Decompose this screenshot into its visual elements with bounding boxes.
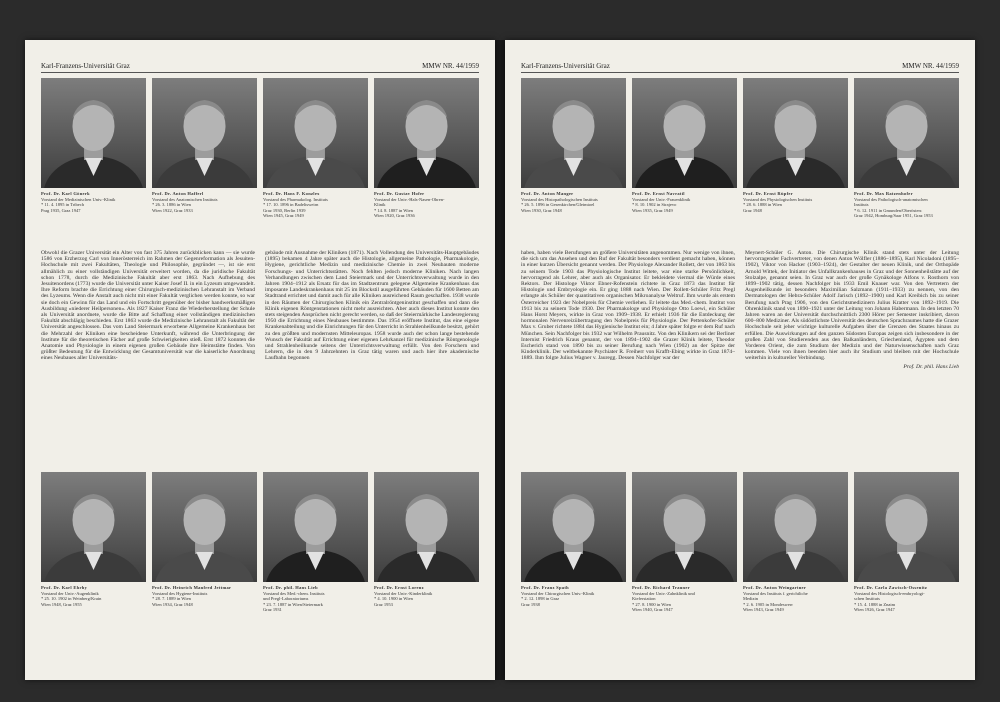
portrait-name: Prof. Dr. Anton Weingartner	[743, 585, 807, 590]
portrait-caption-line: * 6. 12. 1911 in Gmunden/Oberösterr.	[854, 207, 923, 213]
author-signature: Prof. Dr. phil. Hans Lieb	[903, 363, 959, 370]
portrait-caption-line: und Pregl-Laboratoriums	[263, 596, 309, 602]
portrait-caption-line: Vorstand des Instituts f. gerichtliche	[743, 590, 808, 596]
portrait-photo	[743, 78, 848, 188]
portrait-caption-line: Wien 1940, Graz 1947	[632, 607, 673, 613]
portrait-card	[632, 78, 737, 238]
portrait-name: Prof. Dr. Karl Gönerk	[41, 191, 90, 196]
portrait-caption-line: Vorstand der Chirurgischen Univ.-Klinik	[521, 590, 595, 596]
portrait-caption-line: * 23. 7. 1887 in Wien/Steiermark	[263, 601, 323, 607]
portrait-caption	[632, 585, 737, 613]
portrait-name: Prof. Dr. Franz Spath	[521, 585, 569, 590]
portrait-caption-line: Vorstand des Pharmakolog. Instituts	[263, 196, 328, 202]
portrait-card	[854, 78, 959, 238]
portrait-caption-line: Vorstand des Med.-chem. Instituts	[263, 590, 325, 596]
portrait-card	[743, 78, 848, 238]
text-column-1: haben, haben viele Berufungen an größere Universitäten angenommen. Nur wenige von ihnen, die sich um das Ansehen und den Ruf der Fakultät besonders verdient gemacht haben, können in einer kurzen Übersicht genannt werden. Der Physiologe Alexander Rollett, der von 1863 bis zu seinem Tode 1903 das Physiologische Institut leitete, war eine starke Persönlichkeit, hervorragend als Lehrer, aber auch als Organisator. Er bekleidete viermal die Würde eines Rektors. Der Histologe Viktor Ebner-Rofenstein richtete in Graz 1873 das Institut für Histologie und Embryologie ein. Er ging 1888 nach Wien. Der Rollett-Schüler Fritz Pregl erlangte als Schüler der quantitativen organischen Mikroanalyse Weltruf. Ihm wurde als erstem Österreicher 1923 der Nobelpreis für Chemie verliehen. Er leitete das Med.-chem. Institut von 1913 bis zu seinem Tode 1930. Der Pharmakologe und Physiologe Otto Loewi, ein Schüler Hans Horst Meyers, wirkte in Graz von 1909–1938. Er erhielt 1936 für die Entdeckung der hormonalen Nervenreizübertragung den Nobelpreis für Physiologie. Der Pettenkofer-Schüler Max v. Gruber richtete 1884 das Hygienische Institut ein; 4 Jahre später folgte er dem Ruf nach München. Sein Nachfolger bis 1932 war Wilhelm Prausnitz. Von den Klinikern sei der Berliner Internist Friedrich Kraus genannt, der von 1894–1902 die Grazer Klinik leitete, Theodor Escherich stand von 1890 bis zu seiner Berufung nach Wien (1902) an der Spitze der Kinderklinik. Der weltbekannte Psychiater R. Freiherr von Krafft-Ebing wirkte in Graz 1874–1889. Ihm folgte Julius Wagner v. Jauregg. Dessen Nachfolger war der	[521, 250, 735, 362]
portrait-photo	[41, 472, 146, 582]
portrait-card	[632, 472, 737, 632]
portrait-caption-line: Wien 1926, Graz 1947	[854, 607, 895, 613]
portrait-card	[854, 472, 959, 632]
portrait-caption-line: Wien 1920, Graz 1936	[374, 213, 415, 219]
portrait-image	[743, 78, 848, 188]
portrait-caption	[263, 585, 368, 613]
portrait-caption	[521, 585, 626, 607]
portrait-photo	[374, 472, 479, 582]
portrait-caption	[521, 191, 626, 213]
portrait-card	[152, 472, 257, 632]
book-gutter	[495, 40, 505, 680]
portrait-row-bottom	[41, 472, 479, 632]
left-page	[25, 40, 495, 680]
portrait-image	[263, 78, 368, 188]
portrait-image	[374, 472, 479, 582]
portrait-card	[521, 472, 626, 632]
portrait-caption-line: * 4. 10. 1900 in Wien	[374, 596, 413, 602]
page-header	[521, 58, 959, 73]
portrait-photo	[152, 472, 257, 582]
portrait-caption-line: * 26. 3. 1886 in Wien	[152, 202, 191, 208]
portrait-caption	[41, 585, 146, 607]
portrait-caption-line: Vorstand des Hygiene-Instituts	[152, 590, 208, 596]
journal-title: Karl-Franzens-Universität Graz	[521, 62, 610, 70]
article-text	[521, 250, 959, 460]
portrait-caption	[854, 585, 959, 613]
portrait-name: Prof. Dr. Max Ratzenhofer	[854, 191, 913, 196]
portrait-image	[743, 472, 848, 582]
portrait-caption-line: Graz 1948	[743, 207, 762, 213]
portrait-caption-line: Vorstand des Histopathologischen Instituts	[521, 196, 598, 202]
portrait-image	[41, 472, 146, 582]
portrait-caption-line: Wien 1934, Graz 1948	[152, 601, 193, 607]
portrait-name: Prof. Dr. Carla Zawisch-Ossenitz	[854, 585, 928, 590]
portrait-caption-line: Kieferstation	[632, 596, 656, 602]
portrait-photo	[374, 78, 479, 188]
portrait-card	[263, 472, 368, 632]
portrait-image	[632, 472, 737, 582]
portrait-name: Prof. Dr. Karl Ehrhy	[41, 585, 88, 590]
portrait-caption-line: * 11. 4. 1895 in Tribech	[41, 202, 84, 208]
portrait-caption-line: * 28. 7. 1889 in Wien	[152, 596, 191, 602]
portrait-caption-line: Wien 1935, Graz 1949	[632, 207, 673, 213]
portrait-card	[41, 472, 146, 632]
portrait-name: Prof. Dr. Richard Trauner	[632, 585, 690, 590]
portrait-card	[41, 78, 146, 238]
portrait-photo	[263, 472, 368, 582]
portrait-caption-line: Vorstand des Pathologisch-anatomischen	[854, 196, 928, 202]
text-column-1: Obwohl die Grazer Universität ein Alter von fast 375 Jahren zurückblicken kann — sie wurde 1586 von Erzherzog Carl von Innerösterreich im Rahmen der Gegenreformation als Jesuiten-Hochschule mit zwei Fakultäten, Theologie und Philosophie, gegründet —, ist sie erst allmählich zu einer vollständigen Universität erweitert worden, da die juridische Fakultät schon 1778, durch die Medizinische Fakultät aber erst 1863. Nach Aufhebung des Jesuitenordens (1773) wurde die Universität unter Kaiser Josef II. in ein Lyzeum umgewandelt. Ihre Reform brachte die Errichtung einer Chirurgisch-medizinischen Lehranstalt im Verband des Lyzeums. Wenn die Anstalt auch nicht mit einer Fakultät verglichen werden konnte, so war sie doch ein Gewinn für das Land und ein Fortschritt gegenüber der bisher handwerksmäßigen Ausbildung »niederer Heilpersonen«. Als 1827 Kaiser Franz die Wiederherstellung der Schule als Universität anordnete, wurde die Bitte auf Schaffung einer vollständigen medizinischen Fakultät abschlägig beschieden. Erst 1863 wurde die Medizinische Lehranstalt als Fakultät der Universität angeschlossen. Das vom Land Steiermark erworbene Allgemeine Krankenhaus bot die Mehrzahl der Kliniken eine bescheidene Unterkunft, während die Unterbringung der Institute für die theoretischen Fächer auf große Schwierigkeiten stieß. Erst 1872 konnten die Anatomie und Physiologie in einem eigenen großen Gebäude ihre Heimstätte finden. Von größter Bedeutung für die Entwicklung der Gesamtuniversität war die kaiserliche Anordnung eines Neubaues aller Universitäts-	[41, 250, 255, 362]
text-column-2	[745, 250, 959, 460]
portrait-image	[263, 472, 368, 582]
page-header	[41, 58, 479, 73]
portrait-photo	[854, 78, 959, 188]
journal-title: Karl-Franzens-Universität Graz	[41, 62, 130, 70]
portrait-caption-line: * 27. 8. 1900 in Wien	[632, 601, 671, 607]
portrait-name: Prof. Dr. Hans F. Konzlex	[263, 191, 320, 196]
portrait-caption-line: Vorstand der Univ.-Hals-Nasen-Ohren-	[374, 196, 445, 202]
portrait-caption	[743, 585, 848, 613]
right-page	[505, 40, 975, 680]
portrait-caption-line: Vorstand des Anatomischen Instituts	[152, 196, 218, 202]
portrait-photo	[41, 78, 146, 188]
portrait-caption-line: Wien 1922, Graz 1933	[152, 207, 193, 213]
portrait-photo	[632, 78, 737, 188]
portrait-caption-line: Vorstand der Univ.-Zahnklinik und	[632, 590, 695, 596]
portrait-photo	[152, 78, 257, 188]
portrait-caption-line: Wien 1948, Graz 1955	[41, 601, 82, 607]
portrait-card	[521, 78, 626, 238]
portrait-caption	[263, 191, 368, 219]
portrait-caption-line: Vorstand des Histologisch-embryologi-	[854, 590, 925, 596]
portrait-name: Prof. Dr. Gustav Hofer	[374, 191, 425, 196]
portrait-caption	[632, 191, 737, 213]
portrait-name: Prof. Dr. Heinrich Manfred Jettmar	[152, 585, 232, 590]
issue-number: MMW NR. 44/1959	[422, 62, 479, 70]
portrait-caption-line: Graz 1938	[521, 601, 540, 607]
portrait-card	[374, 78, 479, 238]
text-column-2-body: Meynert-Schüler G. Anton. Die Chirurgische Klinik stand stets unter der Leitung hervorragender Fachvertreter, von denen Anton Wölfler (1886–1895), Karl Nicoladoni (1895–1902), Viktor von Hacker (1903–1924), der Gestalter der neuen Klinik, und der Orthopäde Arnold Wittek, der Initiator des Unfallkrankenhauses in Graz und der Sonnenheilstätte auf der Stolzalpe, genannt seien. In Graz war auch der große Gynäkologe Alfons v. Rosthorn von 1899–1902 tätig, dessen Nachfolger bis 1933 Emil Knauer war. Von den Vertretern der Augenheilkunde ist besonders Maximilian Salzmann (1911–1933) zu nennen, von den Dermatologen der Hebra-Schüler Adolf Jarisch (1892–1900) und Karl Kreibich bis zu seiner Berufung nach Prag 1906, von den Gerichtsmedizinern Julius Kratter von 1892–1919. Die Ohrenklinik stand von 1890–1921 unter der Leitung von Johann Habermann. In den letzten 70 Jahren waren an der Universität durchschnittlich 2300 Hörer per Semester inskribiert, davon 600–800 Mediziner. Als südöstlichste Universität des deutschen Sprachraumes hatte die Grazer Hochschule seit jeher wichtige kulturelle Aufgaben über die Grenzen des Staates hinaus zu erfüllen. Die Auswirkungen auf den ganzen Südosten Europas zeigen sich insbesondere in der großen Zahl von Studierenden aus den Balkanländern, Griechenland, Ägypten und dem Vorderen Orient, die zum Studium der Medizin und der Naturwissenschaften nach Graz kommen. Viele von ihnen beenden hier auch ihr Studium und bleiben mit der Hochschule weiterhin in kultureller Verbindung.	[745, 250, 959, 362]
portrait-caption-line: schen Instituts	[854, 596, 880, 602]
portrait-caption-line: * 26. 5. 1896 in Gesenkirchen/Gleimtoel	[521, 202, 595, 208]
portrait-caption-line: Vorstand des Physiologischen Instituts	[743, 196, 813, 202]
portrait-caption-line: Vorstand der Univ.-Frauenklinik	[632, 196, 691, 202]
portrait-caption-line: Wien 1945, Graz 1949	[263, 213, 304, 219]
portrait-image	[632, 78, 737, 188]
portrait-photo	[854, 472, 959, 582]
portrait-caption-line: * 17. 10. 1896 in Badeltsweirn	[263, 202, 319, 208]
portrait-card	[152, 78, 257, 238]
portrait-image	[41, 78, 146, 188]
portrait-caption-line: * 2. 12. 1898 in Graz	[521, 596, 560, 602]
portrait-caption-line: * 8. 10. 1902 in Sirajevo	[632, 202, 677, 208]
portrait-caption-line: * 2. 6. 1905 in Mondeswerr	[743, 601, 793, 607]
portrait-row-top	[41, 78, 479, 238]
portrait-caption	[854, 191, 959, 219]
portrait-name: Prof. Dr. Ernst Navratil	[632, 191, 685, 196]
portrait-caption-line: * 14. 8. 1887 in Wien	[374, 207, 413, 213]
portrait-caption-line: * 28. 6. 1888 in Wien	[743, 202, 782, 208]
portrait-image	[152, 472, 257, 582]
portrait-image	[521, 78, 626, 188]
portrait-caption-line: Medizin	[743, 596, 758, 602]
portrait-caption-line: Vorstand der Medizinischen Univ.-Klinik	[41, 196, 116, 202]
portrait-caption	[374, 191, 479, 219]
portrait-image	[152, 78, 257, 188]
article-text	[41, 250, 479, 460]
portrait-name: Prof. Dr. Anton Hafferl	[152, 191, 204, 196]
portrait-caption-line: Instituts	[854, 202, 869, 208]
portrait-photo	[743, 472, 848, 582]
portrait-caption-line: * 15. 4. 1888 in Znaim	[854, 601, 896, 607]
portrait-card	[263, 78, 368, 238]
portrait-caption-line: Graz 1930, Berlin 1939	[263, 207, 306, 213]
portrait-image	[374, 78, 479, 188]
portrait-photo	[263, 78, 368, 188]
portrait-caption-line: Vorstand der Univ.-Kinderklinik	[374, 590, 433, 596]
portrait-card	[743, 472, 848, 632]
portrait-caption	[152, 585, 257, 607]
portrait-name: Prof. Dr. Ernst Rüpfer	[743, 191, 793, 196]
portrait-name: Prof. Dr. Anton Manger	[521, 191, 574, 196]
portrait-row-top	[521, 78, 959, 238]
portrait-caption-line: Graz 1931	[263, 607, 282, 613]
portrait-name: Prof. Dr. Ernst Lorenz	[374, 585, 424, 590]
portrait-image	[854, 78, 959, 188]
issue-number: MMW NR. 44/1959	[902, 62, 959, 70]
portrait-caption-line: Wien 1930, Graz 1948	[521, 207, 562, 213]
portrait-caption	[152, 191, 257, 213]
portrait-caption	[41, 191, 146, 213]
portrait-photo	[521, 78, 626, 188]
portrait-name: Prof. Dr. phil. Hans Lieb	[263, 585, 318, 590]
portrait-caption-line: Wien 1943, Graz 1949	[743, 607, 784, 613]
portrait-caption-line: Graz 1942, Homburg/Saar 1951, Graz 1953	[854, 213, 933, 219]
portrait-photo	[632, 472, 737, 582]
portrait-caption	[743, 191, 848, 213]
portrait-image	[521, 472, 626, 582]
portrait-image	[854, 472, 959, 582]
portrait-caption	[374, 585, 479, 607]
portrait-card	[374, 472, 479, 632]
portrait-caption-line: * 25. 10. 1902 in Weinberg/Krain	[41, 596, 102, 602]
portrait-caption-line: Graz 1953	[374, 601, 393, 607]
text-column-2: gebäude mit Ausnahme der Kliniken (1871). Nach Vollendung des Universitäts-Hauptgebäudes (1895) bekamen 4 Jahre später auch die Histologie, allgemeine Pathologie, Pharmakologie, Hygiene, gerichtliche Medizin und medizinische Chemie in zwei Neubauten moderne Forschungs- und Unterrichtsstätten. Noch fehlten jedoch moderne Kliniken. Nach langen Verhandlungen zwischen dem Land Steiermark und der Unterrichtsverwaltung wurde in den Jahren 1904–1912 als Ersatz für das im Stadtzentrum gelegene Allgemeine Krankenhaus das imposante Landeskrankenhaus mit 25 im Blockstil ausgeführten Gebäuden für 1600 Betten am Stadtrand errichtet und damit auch für alle Kliniken ausreichend Raum geschaffen. 1938 wurde in den Räumen der Chirurgischen Klinik ein Zentralröntgeninstitut geschaffen und dann die Klinik eigenen Röntgenstationen nicht mehr ausreichten. Aber auch dieses Institut konnte den stets steigenden Ansprüchen nicht gerecht werden, so daß der Steiermärkische Landesregierung 1950 die Errichtung eines Neubaues bestimmte. Das 1954 eröffnete Institut, das eine eigene Krankenabteilung und die Einrichtungen für den Unterricht in Strahlenheilkunde besitzt, gehört zu den größten und modernsten Mitteleuropas. 1958 wurde auch der schon lange bestehende Wunsch der Fakultät auf Errichtung einer eigenen Lehrkanzel für medizinische Röntgenologie und Strahlenheilkunde seitens der Unterrichtsverwaltung erfüllt. Von den Forschern und Lehrern, die in den 9 Jahrzehnten in Graz tätig waren und auch hier ihre akademische Laufbahn begonnen	[265, 250, 479, 362]
portrait-photo	[521, 472, 626, 582]
portrait-caption-line: Prag 1935, Graz 1947	[41, 207, 81, 213]
portrait-caption-line: Vorstand der Univ.-Augenklinik	[41, 590, 99, 596]
portrait-caption-line: Klinik	[374, 202, 386, 208]
portrait-row-bottom	[521, 472, 959, 632]
